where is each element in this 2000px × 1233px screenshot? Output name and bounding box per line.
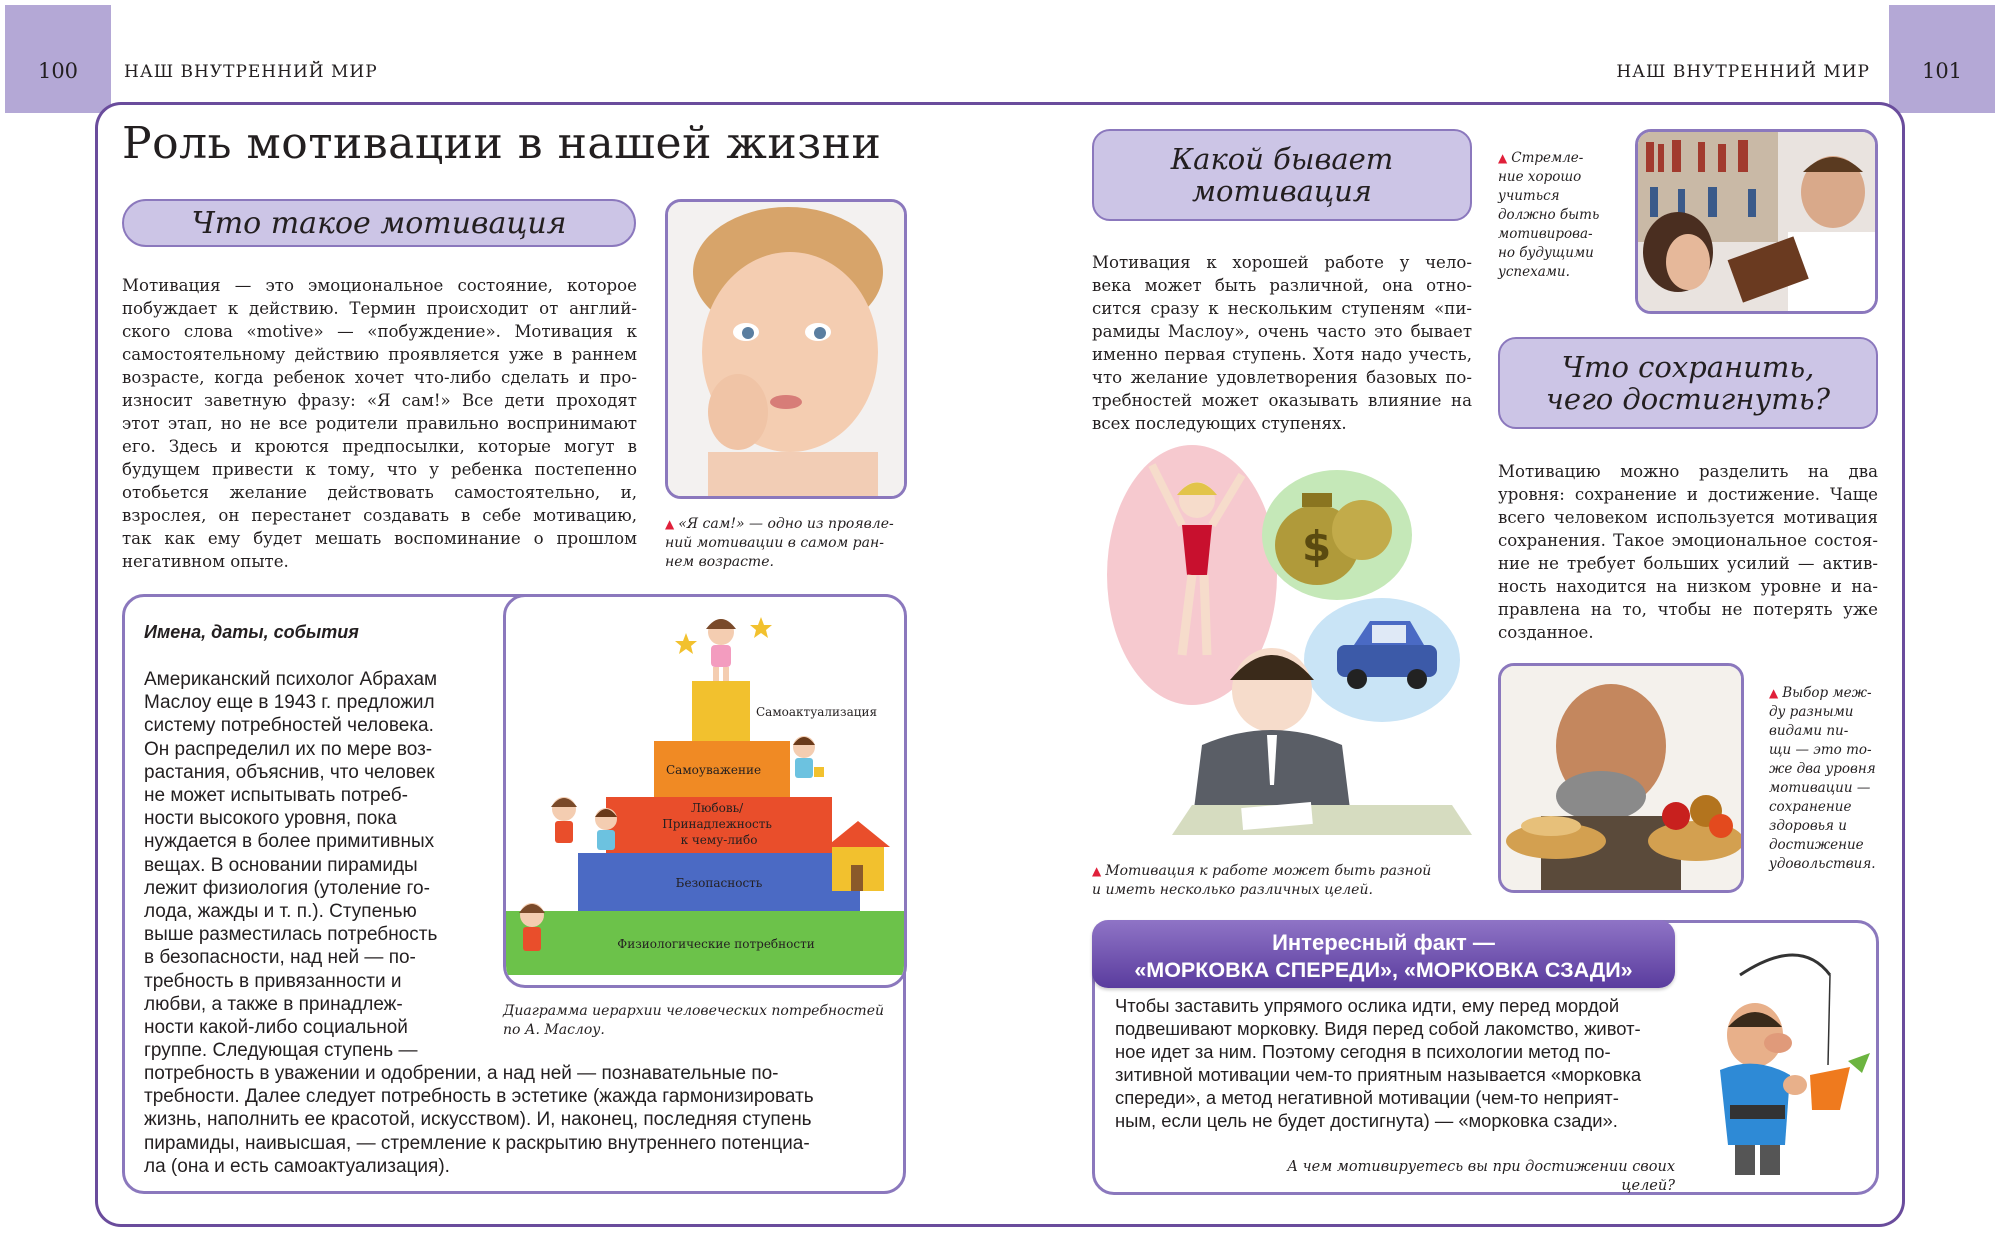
caption-line: ▲ Мотивация к работе может быть разной xyxy=(1092,863,1432,879)
paragraph-line: группе. Следующая ступень — xyxy=(144,1040,418,1062)
names-box-text-continued xyxy=(144,1062,889,1178)
caption-line: ▲ Выбор меж- xyxy=(1769,685,1872,701)
paragraph-line: любви, а также в принадлеж- xyxy=(144,993,403,1015)
carrot-chaser-illustration xyxy=(1700,935,1876,1185)
paragraph-line: отобьется желание действовать самостоятельно, и, xyxy=(122,483,637,502)
caption-line: здоровья и xyxy=(1769,818,1847,834)
heading-line: мотивация xyxy=(1192,174,1372,208)
paragraph-line: Маслоу еще в 1943 г. предложил xyxy=(144,692,435,714)
paragraph-line: Мотивация к хорошей работе у чело- xyxy=(1092,253,1472,272)
paragraph-line: систему потребностей человека. xyxy=(144,715,434,737)
teacher-photo-caption xyxy=(1498,149,1618,282)
man-with-food-illustration xyxy=(1501,666,1744,893)
fact-text xyxy=(1115,994,1670,1132)
section-heading-keep-or-achieve xyxy=(1498,337,1878,429)
paragraph-line: износит заветную фразу: «Я сам!» Все дети проходят xyxy=(122,391,637,410)
dreaming-worker-graphic xyxy=(1092,445,1472,855)
paragraph-line: подвешивают морковку. Видя перед собой лакомство, живот- xyxy=(1115,1018,1641,1039)
paragraph-line: рамиды Маслоу», очень часто это бывает xyxy=(1092,322,1472,341)
pyramid-label-self-esteem: Самоуважение xyxy=(666,763,762,777)
paragraph-line: лода, жажды и т. п.). Ступенью xyxy=(144,901,417,923)
paragraph-line: что желание удовлетворения базовых по- xyxy=(1092,368,1472,387)
paragraph-line: требности. Далее следует потребность в эстетике (жажда гармонизировать xyxy=(144,1086,814,1108)
caption-line: ние хорошо xyxy=(1498,169,1582,185)
caption-line: мотивации — xyxy=(1769,780,1871,796)
paragraph-line: сохранения. Такое эмоциональное состоя- xyxy=(1498,531,1878,550)
fact-title-line1: Интересный факт — xyxy=(1272,930,1495,955)
paragraph-line: так как ему будет мешать воспоминание о прошлом xyxy=(122,529,637,548)
paragraph-line: жизнь, наполнить ее красотой, искусством). И, наконец, последняя ступень xyxy=(144,1109,812,1131)
paragraph-line: ние не требует больших усилий — актив- xyxy=(1498,554,1878,573)
page-number-left: 100 xyxy=(5,5,111,113)
paragraph-line: потребность в уважении и одобрении, а над ней — познавательные по- xyxy=(144,1063,779,1084)
caption-line: щи — это то- xyxy=(1769,742,1872,758)
caption-marker-icon: ▲ xyxy=(1092,864,1102,878)
paragraph-line: Мотивация — это эмоциональное состояние, которое xyxy=(122,276,637,295)
paragraph-line: вещах. В основании пирамиды xyxy=(144,854,418,876)
section-heading-what-is-motivation: Что такое мотивация xyxy=(122,199,636,247)
paragraph-line: требность в привязанности и xyxy=(144,970,402,992)
section-text-keep-or-achieve xyxy=(1498,460,1878,644)
caption-marker-icon: ▲ xyxy=(665,517,675,531)
paragraph-line: его. Здесь и кроются предпосылки, которые могут в xyxy=(122,437,637,456)
paragraph-line: Он распределил их по мере воз- xyxy=(144,738,433,760)
child-figure-esteem xyxy=(793,736,824,778)
star-icon xyxy=(675,633,697,654)
child-figure-top xyxy=(706,619,736,681)
caption-line: же два уровня xyxy=(1769,761,1876,777)
paragraph-line: именно первая ступень. Хотя надо учесть, xyxy=(1092,345,1472,364)
paragraph-line: уровня: сохранение и достижение. Чаще xyxy=(1498,485,1878,504)
paragraph-line: сится сразу к нескольким ступеням «пи- xyxy=(1092,299,1472,318)
paragraph-line: этот этап, но не все родители правильно воспринимают xyxy=(122,414,637,433)
teacher-student-photo xyxy=(1635,129,1878,314)
caption-line: но будущими xyxy=(1498,245,1594,261)
baby-photo xyxy=(665,199,907,499)
caption-line: ▲ Стремле- xyxy=(1498,150,1584,166)
paragraph-line: Мотивацию можно разделить на два xyxy=(1498,462,1878,481)
paragraph-line: негативном опыте. xyxy=(122,552,289,571)
page-title: Роль мотивации в нашей жизни xyxy=(122,118,882,169)
paragraph-line: ным, если цель не будет достигнута) — «морковка сзади». xyxy=(1115,1110,1618,1131)
paragraph-line: в безопасности, над ней — по- xyxy=(144,947,416,969)
caption-line: ▲ «Я сам!» — одно из проявле- xyxy=(665,516,894,532)
paragraph-line: Американский психолог Абрахам xyxy=(144,669,438,690)
paragraph-line: будущем привести к тому, что у ребенка постепенно xyxy=(122,460,637,479)
interesting-fact-banner xyxy=(1092,920,1675,988)
caption-line: ду разными xyxy=(1769,704,1854,720)
star-icon xyxy=(750,617,772,638)
fact-title-line2: «МОРКОВКА СПЕРЕДИ», «МОРКОВКА СЗАДИ» xyxy=(1134,958,1633,982)
pyramid-label-physiological: Физиологические потребности xyxy=(617,937,815,951)
paragraph-line: ского слова «motive» — «побуждение». Мотивация к xyxy=(122,322,637,341)
pyramid-label-self-actualization: Самоактуализация xyxy=(756,705,878,719)
paragraph-line: ности какой-либо социальной xyxy=(144,1017,408,1039)
paragraph-line: выше разместилась потребность xyxy=(144,924,438,946)
caption-line: и иметь несколько различных целей. xyxy=(1092,882,1373,898)
section-text-kinds-of-motivation xyxy=(1092,251,1472,435)
paragraph-line: ла (она и есть самоактуализация). xyxy=(144,1155,450,1177)
caption-marker-icon: ▲ xyxy=(1769,686,1779,700)
section-heading-kinds-of-motivation xyxy=(1092,129,1472,221)
carrot-icon xyxy=(1810,1053,1870,1110)
paragraph-line: ность находится на низком уровне и на- xyxy=(1498,577,1878,596)
names-box-text xyxy=(144,668,489,1062)
running-head-left: НАШ ВНУТРЕННИЙ МИР xyxy=(124,62,378,82)
paragraph-line: лежит физиология (утоление го- xyxy=(144,877,430,899)
paragraph-line: нуждается в более примитивных xyxy=(144,831,435,853)
paragraph-line: побуждает к действию. Термин происходит от англий- xyxy=(122,299,637,318)
pyramid-level-self-actualization xyxy=(692,681,750,741)
pyramid-caption xyxy=(503,1002,903,1040)
paragraph-line: самостоятельному действию проявляется уже в раннем xyxy=(122,345,637,364)
man-with-food-photo xyxy=(1498,663,1744,893)
caption-line: достижение xyxy=(1769,837,1864,853)
paragraph-line: спереди», а метод негативной мотивации (чем-то неприят- xyxy=(1115,1087,1619,1108)
caption-line: ний мотивации в самом ран- xyxy=(665,535,884,551)
paragraph-line: созданное. xyxy=(1498,623,1594,642)
dreaming-worker-illustration xyxy=(1092,445,1472,855)
pyramid-label-love-belonging: Любовь/ Принадлежность к чему-либо xyxy=(662,801,772,847)
paragraph-line: растания, объяснив, что человек xyxy=(144,761,435,783)
names-box-heading: Имена, даты, события xyxy=(144,622,359,642)
paragraph-line: не может испытывать потреб- xyxy=(144,785,408,807)
caption-line: успехами. xyxy=(1498,264,1570,280)
caption-line: сохранение xyxy=(1769,799,1852,815)
pyramid-label-safety: Безопасность xyxy=(675,876,763,890)
section-text-what-is-motivation xyxy=(122,274,637,573)
svg-text:$: $ xyxy=(1302,522,1332,571)
paragraph-line: всего человеком используется мотивация xyxy=(1498,508,1878,527)
paragraph-line: зитивной мотивации чем-то приятным называется «морковка xyxy=(1115,1064,1642,1085)
paragraph-line: века может быть различной, она отно- xyxy=(1092,276,1472,295)
heading-line: чего достигнуть? xyxy=(1545,382,1831,416)
fact-question: А чем мотивируетесь вы при достижении своих целей? xyxy=(1287,1159,1675,1194)
caption-line: учиться xyxy=(1498,188,1560,204)
heading-line: Какой бывает xyxy=(1170,142,1394,176)
carrot-chaser-graphic xyxy=(1700,935,1876,1185)
paragraph-line: возрасте, когда ребенок хочет что-либо сделать и про- xyxy=(122,368,637,387)
paragraph-line: ное идет за ним. Поэтому сегодня в психологии метод по- xyxy=(1115,1041,1611,1062)
caption-line: по А. Маслоу. xyxy=(503,1022,605,1038)
maslow-pyramid-diagram xyxy=(503,594,907,988)
dreaming-worker-caption xyxy=(1092,862,1492,900)
caption-line: Диаграмма иерархии человеческих потребностей xyxy=(503,1003,885,1019)
teacher-student-illustration xyxy=(1638,132,1878,314)
caption-line: мотивирова- xyxy=(1498,226,1593,242)
paragraph-line: требностей может оказывать влияние на xyxy=(1092,391,1472,410)
man-with-food-caption xyxy=(1769,684,1884,874)
paragraph-line: всех последующих ступенях. xyxy=(1092,414,1347,433)
paragraph-line: ности высокого уровня, пока xyxy=(144,808,397,830)
caption-line: нем возрасте. xyxy=(665,554,774,570)
baby-illustration xyxy=(668,202,907,499)
cartoon-man-figure xyxy=(1720,1003,1807,1175)
baby-photo-caption xyxy=(665,515,910,572)
caption-line: удовольствия. xyxy=(1769,856,1876,872)
heading-line: Что сохранить, xyxy=(1561,350,1815,384)
paragraph-line: взрослея, он перестанет создавать в себе мотивацию, xyxy=(122,506,637,525)
caption-marker-icon: ▲ xyxy=(1498,151,1508,165)
paragraph-line: пирамиды, наивысшая, — стремление к раскрытию внутреннего потенциа- xyxy=(144,1132,810,1154)
paragraph-line: Чтобы заставить упрямого ослика идти, ему перед мордой xyxy=(1115,995,1620,1016)
house-icon xyxy=(826,821,890,891)
paragraph-line: правлена на то, чтобы не потерять уже xyxy=(1498,600,1878,619)
running-head-right: НАШ ВНУТРЕННИЙ МИР xyxy=(1616,62,1870,82)
caption-line: должно быть xyxy=(1498,207,1600,223)
maslow-pyramid-graphic xyxy=(506,597,907,988)
page-number-right: 101 xyxy=(1889,5,1995,113)
caption-line: видами пи- xyxy=(1769,723,1849,739)
